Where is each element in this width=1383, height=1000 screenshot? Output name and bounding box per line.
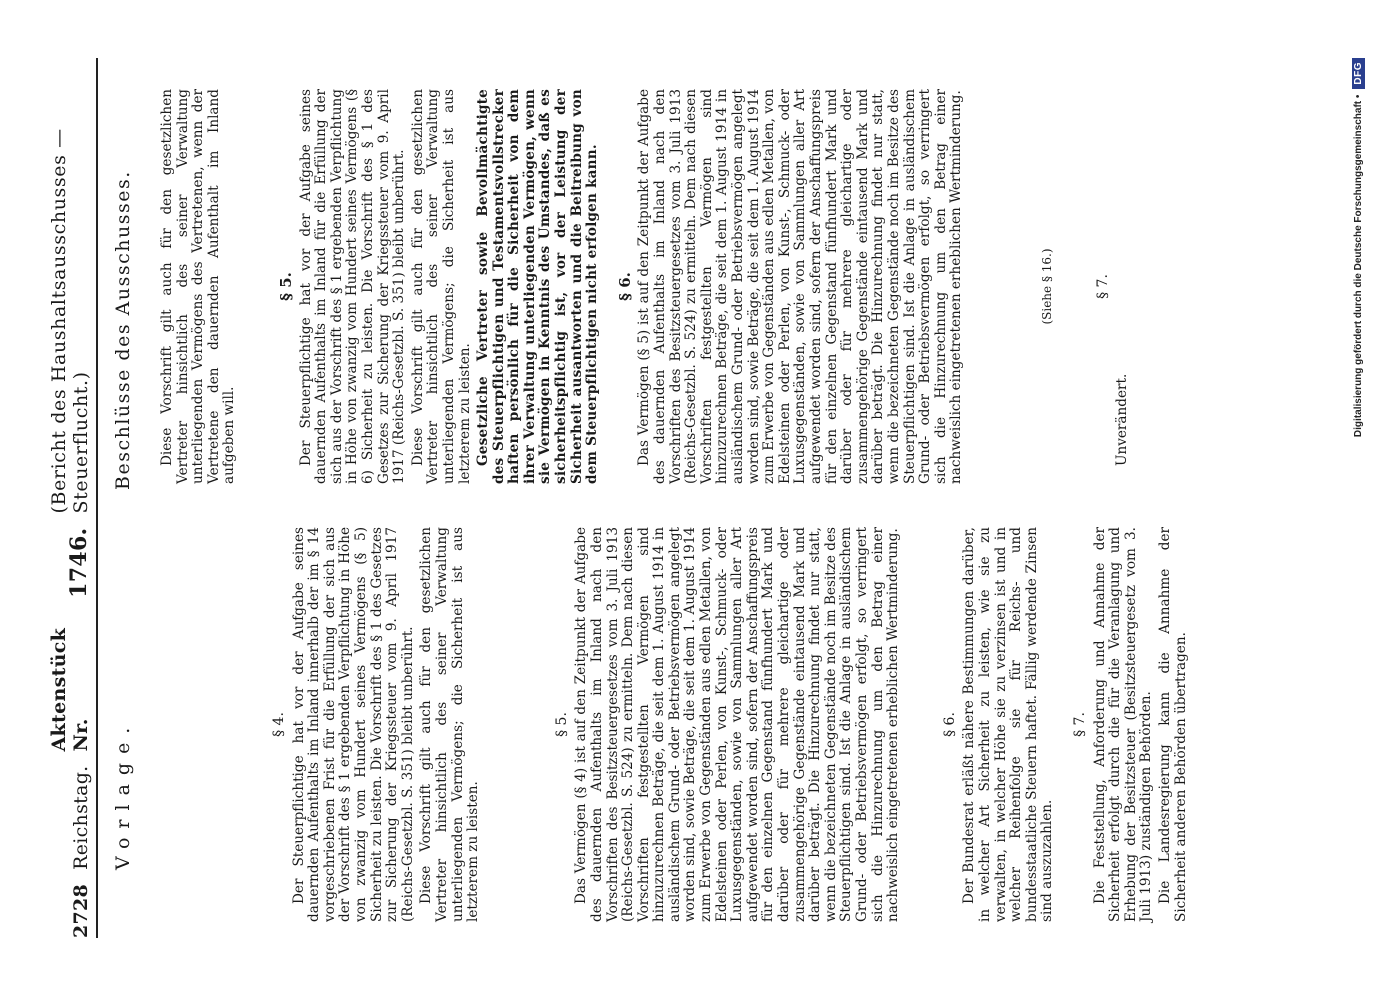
cross-reference-note: (Siehe § 16.) [1039,248,1054,325]
right-column [160,89,1134,484]
section-heading: § 6. [941,712,958,737]
paragraph: Unverändert. [1114,373,1131,466]
section-heading: § 4. [271,712,287,737]
document-number: 1746. [66,527,92,598]
digitization-credit [1352,58,1365,918]
emphasized-paragraph: Gesetzliche Vertreter sowie Bevollmächtigte des Steuerpflichtigen und Testamentsvollstrecker haften persönlich für die Sicherheit von dem ihrer Verwaltung unterliegenden Vermögen, wenn sie Vermögen in Kenntnis des Umstandes, daß es sicherheitspflichtig ist, vor der Leistung der Sicherheit ausantworten und die Beitreibung von dem Steuerpflichtigen nicht erfolgen kann. [475,89,601,484]
page-header [48,58,98,938]
source-label: Reichstag. [70,765,92,870]
credit-text: Digitalisierung gefördert durch die Deutsche Forschungsgemeinschaft • [1353,94,1364,438]
paragraph: Das Vermögen (§ 5) ist auf den Zeitpunkt der Aufgabe des dauernden Aufenthalts im Inland nach den Vorschriften des Besitzsteuergesetzes vom 3. Juli 1913 (Reichs-Gesetzbl. S. 524) zu ermitteln. Dem nach diesen Vorschriften festgestellten Vermögen sind hinzuzurechnen Beträge, die seit dem 1. August 1914 in ausländischem Grund- oder Betriebsvermögen angelegt worden sind, sowie Beträge, die seit dem 1. August 1914 zum Erwerbe von Gegenständen aus edlen Metallen, von Edelsteinen oder Perlen, von Kunst-, Schmuck- oder Luxusgegenständen, sowie von Sammlungen aller Art aufgewendet worden sind, sofern der Anschaffungspreis für den einzelnen Gegenstand fünfhundert Mark und darüber oder für mehrere gleichartige oder zusammengehörige Gegenstände eintausend Mark und darüber beträgt. Die Hinzurechnung findet nur statt, wenn die bezeichneten Gegenstände noch im Besitze des Steuerpflichtigen sind. Ist die Anlage in ausländischem Grund- oder Betriebsvermögen erfolgt, so verringert sich die Hinzurechnung um den Betrag einer nachweislich eingetretenen erheblichen Wertminderung. [636,88,965,484]
document-subject: (Bericht des Haushaltsausschusses — Steuerflucht.) [48,128,92,514]
paragraph: Die Feststellung, Anforderung und Annahme der Sicherheit erfolgt durch die für die Veranlagung und Erhebung der Besitzsteuer (Besitzsteuergesetz vom 3. Juli 1913) zuständigen Behörden. [1091,527,1155,922]
left-column [160,527,1192,922]
paragraph: Diese Vorschrift gilt auch für den gesetzlichen Vertreter hinsichtlich des seiner Verwaltung unterliegenden Vermögens; die Sicherheit ist aus letzterem zu leisten. [418,527,482,922]
paragraph: Der Bundesrat erläßt nähere Bestimmungen darüber, in welcher Art Sicherheit zu leisten, wie sie zu verwalten, in welcher Höhe sie zu verzinsen ist und in welcher Reihenfolge sie für Reichs- und bundesstaatliche Steuern haftet. Fällig werdende Zinsen sind auszuzahlen. [961,527,1056,922]
document-label: Aktenstück Nr. [48,627,92,752]
paragraph: Das Vermögen (§ 4) ist auf den Zeitpunkt der Aufgabe des dauernden Aufenthalts im Inland nach den Vorschriften des Besitzsteuergesetzes vom 3. Juli 1913 (Reichs-Gesetzbl. S. 524) zu ermitteln. Dem nach diesen Vorschriften festgestellten Vermögen sind hinzuzurechnen Beträge, die seit dem 1. August 1914 in ausländischem Grund- oder Betriebsvermögen angelegt worden sind, sowie Beträge, die seit dem 1. August 1914 zum Erwerbe von Gegenständen aus edlen Metallen, von Edelsteinen oder Perlen, von Kunst-, Schmuck- oder Luxusgegenständen, sowie von Sammlungen aller Art aufgewendet worden sind, sofern der Anschaffungspreis für den einzelnen Gegenstand fünfhundert Mark und darüber oder für mehrere gleichartige oder zusammengehörige Gegenstände eintausend Mark und darüber beträgt. Die Hinzurechnung findet nur statt, wenn die bezeichneten Gegenstände noch im Besitze des Steuerpflichtigen sind. Ist die Anlage in ausländischem Grund- oder Betriebsvermögen erfolgt, so verringert sich die Hinzurechnung um den Betrag einer nachweislich eingetretenen erheblichen Wertminderung. [573,526,902,922]
section-heading: § 7. [1071,712,1088,737]
page-number: 2728 [70,883,92,938]
paragraph: Der Steuerpflichtige hat vor der Aufgabe seines dauernden Aufenthalts im Inland innerhalb der im § 14 vorgeschriebenen Frist für die Erfüllung der sich aus der Vorschrift des § 1 ergebenden Verpflichtung in Höhe von zwanzig vom Hundert seines Vermögens (§ 5) Sicherheit zu leisten. Die Vorschrift des § 1 des Gesetzes zur Sicherung der Kriegssteuer vom 9. April 1917 (Reichs-Gesetzbl. S. 351) bleibt unberührt. [290,527,416,922]
dfg-logo: DFG [1352,58,1365,89]
paragraph: Der Steuerpflichtige hat vor der Aufgabe seines dauernden Aufenthalts im Inland für die Erfüllung der sich aus der Vorschrift des § 1 ergebenden Verpflichtung in Höhe von zwanzig vom Hundert seines Vermögens (§ 6) Sicherheit zu leisten. Die Vorschrift des § 1 des Gesetzes zur Sicherung der Kriegssteuer vom 9. April 1917 (Reichs-Gesetzbl. S. 351) bleibt unberührt. [297,89,408,484]
paragraph: Die Landesregierung kann die Annahme der Sicherheit anderen Behörden übertragen. [1156,527,1189,922]
paragraph: Diese Vorschrift gilt auch für den gesetzlichen Vertreter hinsichtlich des seiner Verwaltung unterliegenden Vermögens; die Sicherheit ist aus letzterem zu leisten. [409,89,473,484]
section-heading: § 7. [1094,274,1111,299]
section-heading: § 5. [553,712,570,737]
paragraph: Diese Vorschrift gilt auch für den gesetzlichen Vertreter hinsichtlich des seiner Verwaltung unterliegenden Vermögens des Vertretenen, wenn der Vertretene den dauernden Aufenthalt im Inland aufgeben will. [159,89,238,484]
section-heading: § 5. [276,272,295,301]
left-column-title: Vorlage. [112,718,134,870]
right-column-title: Beschlüsse des Ausschusses. [112,170,134,490]
section-heading: § 6. [615,272,634,301]
